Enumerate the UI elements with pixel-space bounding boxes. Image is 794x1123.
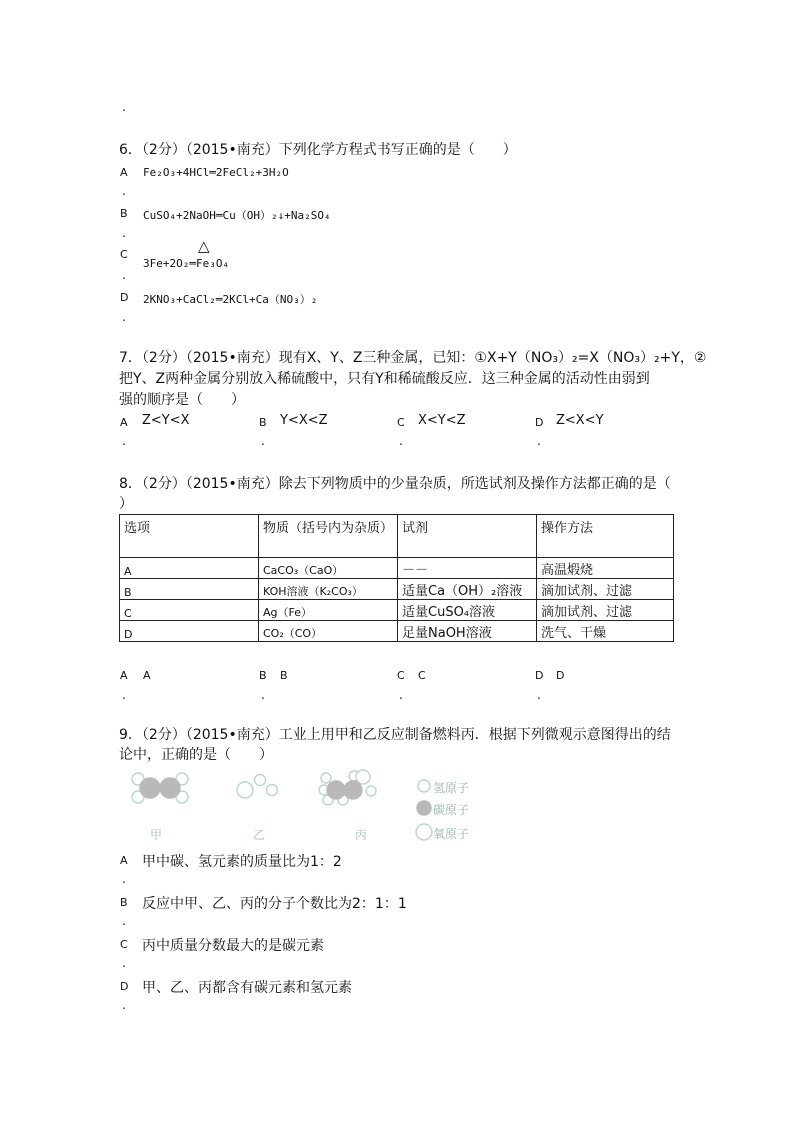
q7-stem-line3: 强的顺序是（ ） bbox=[119, 392, 245, 408]
q8-option-c-letter: C bbox=[397, 669, 405, 682]
q9-stem-line2: 论中，正确的是（ ） bbox=[119, 747, 273, 763]
q6-option-c-letter: C bbox=[120, 248, 128, 261]
table-row bbox=[120, 621, 674, 642]
option-dot: . bbox=[261, 434, 265, 448]
q7-option-d-letter: D bbox=[535, 416, 544, 429]
q6-option-c-text: 3Fe+2O₂═Fe₃O₄ bbox=[143, 257, 230, 270]
table-cell: B bbox=[120, 579, 259, 600]
q7-option-a-letter: A bbox=[120, 416, 128, 429]
q9-option-a-letter: A bbox=[120, 854, 128, 867]
carbon-atom-icon bbox=[417, 801, 431, 815]
molecule-label-yi: 乙 bbox=[253, 828, 266, 842]
q7-option-c-letter: C bbox=[397, 416, 405, 429]
table-cell: D bbox=[120, 621, 259, 642]
q9-option-b-letter: B bbox=[120, 896, 128, 909]
option-dot: . bbox=[122, 100, 126, 114]
table-cell: 足量NaOH溶液 bbox=[398, 621, 537, 642]
q6-option-a-text: Fe₂O₃+4HCl═2FeCl₂+3H₂O bbox=[143, 166, 289, 179]
molecule-bing bbox=[319, 770, 376, 805]
option-dot: . bbox=[122, 688, 126, 702]
q8-option-c-text: C bbox=[418, 669, 426, 682]
option-dot: . bbox=[399, 434, 403, 448]
table-header-cell: 操作方法 bbox=[537, 515, 674, 558]
q9-option-b-text: 反应中甲、乙、丙的分子个数比为2：1：1 bbox=[142, 896, 407, 912]
q6-option-d-letter: D bbox=[120, 291, 129, 304]
q8-option-d-letter: D bbox=[535, 669, 544, 682]
option-dot: . bbox=[122, 914, 126, 928]
option-dot: . bbox=[537, 434, 541, 448]
q6-option-d-text: 2KNO₃+CaCl₂═2KCl+Ca（NO₃）₂ bbox=[143, 293, 318, 306]
table-cell: KOH溶液（K₂CO₃） bbox=[259, 579, 398, 600]
table-cell: CO₂（CO） bbox=[259, 621, 398, 642]
molecule-jia bbox=[132, 773, 188, 803]
table-cell: Ag（Fe） bbox=[259, 600, 398, 621]
legend-symbols bbox=[416, 780, 432, 840]
legend-hydrogen-label: 氢原子 bbox=[433, 781, 470, 795]
table-row bbox=[120, 558, 674, 579]
table-row bbox=[120, 579, 674, 600]
q8-option-d-text: D bbox=[556, 669, 565, 682]
legend-carbon-label: 碳原子 bbox=[433, 803, 470, 817]
option-dot: . bbox=[122, 872, 126, 886]
q7-option-d-text: Z<X<Y bbox=[556, 413, 604, 428]
q8-option-a-text: A bbox=[143, 669, 151, 682]
table-cell: 滴加试剂、过滤 bbox=[537, 600, 674, 621]
q8-option-b-letter: B bbox=[259, 669, 267, 682]
option-dot: . bbox=[122, 184, 126, 198]
q7-stem-line1: 7．（2分）（2015•南充）现有X、Y、Z三种金属，已知：①X+Y（NO₃）₂=X（NO₃）₂+Y，② bbox=[119, 350, 707, 366]
legend-oxygen-label: 氧原子 bbox=[433, 827, 470, 841]
table-header-cell: 试剂 bbox=[398, 515, 537, 558]
q7-stem-line2: 把Y、Z两种金属分别放入稀硫酸中，只有Y和稀硫酸反应．这三种金属的活动性由弱到 bbox=[119, 371, 650, 387]
q9-option-d-letter: D bbox=[120, 980, 129, 993]
heating-condition-symbol: △ bbox=[198, 237, 210, 255]
table-cell: －－ bbox=[398, 558, 537, 579]
table-cell: 适量CuSO₄溶液 bbox=[398, 600, 537, 621]
option-dot: . bbox=[261, 688, 265, 702]
q9-stem-line1: 9．（2分）（2015•南充）工业上用甲和乙反应制备燃料丙．根据下列微观示意图得出的结 bbox=[119, 727, 671, 743]
table-cell: 洗气、干燥 bbox=[537, 621, 674, 642]
q7-option-a-text: Z<Y<X bbox=[142, 413, 190, 428]
q7-option-b-letter: B bbox=[259, 416, 267, 429]
q7-option-b-text: Y<X<Z bbox=[280, 413, 328, 428]
option-dot: . bbox=[122, 268, 126, 282]
table-cell: 适量Ca（OH）₂溶液 bbox=[398, 579, 537, 600]
table-cell: 滴加试剂、过滤 bbox=[537, 579, 674, 600]
q6-stem: 6．（2分）（2015•南充）下列化学方程式书写正确的是（ ） bbox=[119, 142, 517, 158]
option-dot: . bbox=[537, 688, 541, 702]
table-header-cell: 选项 bbox=[120, 515, 259, 558]
table-cell: CaCO₃（CaO） bbox=[259, 558, 398, 579]
impurity-table bbox=[119, 514, 674, 642]
oxygen-atom-icon bbox=[416, 824, 432, 840]
q6-option-a-letter: A bbox=[120, 166, 128, 179]
option-dot: . bbox=[122, 434, 126, 448]
q9-option-a-text: 甲中碳、氢元素的质量比为1：2 bbox=[142, 854, 342, 870]
q9-option-d-text: 甲、乙、丙都含有碳元素和氢元素 bbox=[142, 980, 352, 996]
option-dot: . bbox=[122, 226, 126, 240]
table-cell: 高温煅烧 bbox=[537, 558, 674, 579]
q8-option-a-letter: A bbox=[120, 669, 128, 682]
molecule-label-jia: 甲 bbox=[150, 828, 163, 842]
option-dot: . bbox=[122, 998, 126, 1012]
table-row bbox=[120, 600, 674, 621]
molecule-label-bing: 丙 bbox=[355, 828, 368, 842]
hydrogen-atom-icon bbox=[418, 780, 430, 792]
q8-stem-line1: 8．（2分）（2015•南充）除去下列物质中的少量杂质，所选试剂及操作方法都正确的是（ bbox=[119, 476, 671, 492]
table-header-row bbox=[120, 515, 674, 558]
q8-stem-line2: ） bbox=[119, 496, 133, 512]
table-header-cell: 物质（括号内为杂质） bbox=[259, 515, 398, 558]
q9-option-c-letter: C bbox=[120, 938, 128, 951]
table-cell: A bbox=[120, 558, 259, 579]
q6-option-b-text: CuSO₄+2NaOH═Cu（OH）₂↓+Na₂SO₄ bbox=[143, 209, 331, 222]
option-dot: . bbox=[122, 310, 126, 324]
table-cell: C bbox=[120, 600, 259, 621]
option-dot: . bbox=[122, 956, 126, 970]
option-dot: . bbox=[399, 688, 403, 702]
q8-option-b-text: B bbox=[280, 669, 288, 682]
q6-option-b-letter: B bbox=[120, 207, 128, 220]
q9-option-c-text: 丙中质量分数最大的是碳元素 bbox=[142, 938, 324, 954]
q7-option-c-text: X<Y<Z bbox=[418, 413, 466, 428]
molecule-yi bbox=[237, 775, 278, 799]
